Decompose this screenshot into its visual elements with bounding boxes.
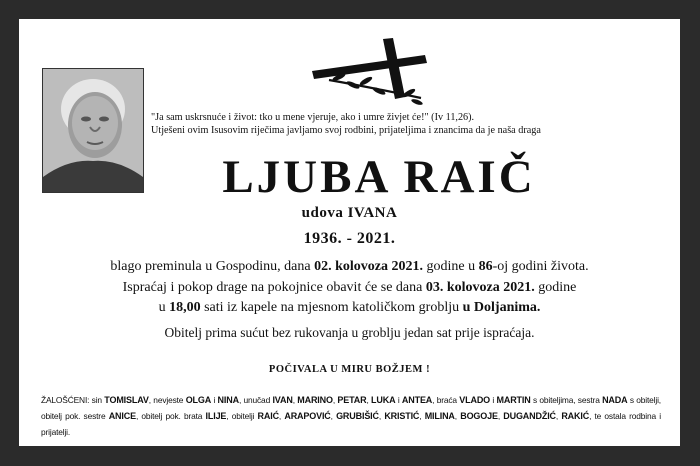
mourner-text: , unučad bbox=[238, 395, 273, 405]
mourner-name: BOGOJE bbox=[460, 411, 498, 421]
mourner-name: ILIJE bbox=[205, 411, 227, 421]
funeral-time: 18,00 bbox=[169, 300, 201, 315]
text-span: Ispraćaj i pokop drage na pokojnice obavit će se dana bbox=[122, 279, 426, 295]
mourner-text: , obitelj pok. brata bbox=[135, 411, 206, 421]
mourner-text: , bbox=[419, 411, 425, 421]
mourner-name: PETAR bbox=[337, 395, 367, 405]
funeral-date: 03. kolovoza 2021. bbox=[425, 279, 535, 295]
mourners-list bbox=[41, 392, 661, 440]
mourner-text: s obiteljima, sestra bbox=[530, 395, 603, 405]
announcement-line-3 bbox=[19, 298, 680, 319]
mourner-text: i bbox=[395, 395, 402, 405]
mourner-text: , bbox=[332, 395, 338, 405]
death-date: 02. kolovoza 2021. bbox=[314, 259, 423, 274]
announcement-text bbox=[19, 257, 680, 319]
mourner-text: , bbox=[454, 411, 461, 421]
mourner-name: OLGA bbox=[185, 395, 212, 405]
mourner-name: DUGANDŽIĆ bbox=[503, 411, 556, 421]
portrait-figure bbox=[43, 69, 143, 192]
mourner-text: , bbox=[278, 411, 285, 421]
mourner-name: ANICE bbox=[108, 411, 136, 421]
mourner-name: ARAPOVIĆ bbox=[284, 411, 331, 421]
deceased-name: LJUBA RAIČ bbox=[222, 151, 536, 203]
mourner-text: , bbox=[555, 411, 562, 421]
quote-line-1: "Ja sam uskrsnuće i život: tko u mene vjeruje, ako i umre živjet će!" (Iv 11,26). bbox=[151, 112, 475, 123]
mourner-name: TOMISLAV bbox=[104, 395, 149, 405]
mourner-name: ANTEA bbox=[401, 395, 433, 405]
text-span: blago preminula u Gospodinu, dana bbox=[110, 259, 315, 274]
text-span: sati iz kapele na mjesnom katoličkom groblju bbox=[200, 300, 463, 315]
scripture-quote bbox=[151, 111, 611, 137]
mourner-text: , bbox=[330, 411, 337, 421]
condolence-notice: Obitelj prima sućut bez rukovanja u groblju jedan sat prije ispraćaja. bbox=[164, 325, 535, 340]
mourner-name: MARINO bbox=[297, 395, 333, 405]
mourner-name: NINA bbox=[217, 395, 239, 405]
mourner-name: RAKIĆ bbox=[561, 411, 590, 421]
quote-line-2: Utješeni ovim Isusovim riječima javljamo svoj rodbini, prijateljima i znancima da je naša draga bbox=[151, 125, 541, 136]
mourner-name: GRUBIŠIĆ bbox=[336, 411, 379, 421]
mourner-name: NADA bbox=[602, 395, 628, 405]
mourner-text: ŽALOŠĆENI: sin bbox=[41, 395, 105, 405]
mourner-name: VLADO bbox=[459, 395, 491, 405]
cross-icon bbox=[309, 35, 434, 105]
mourner-text: , te ostala rodbina i prijatelji. bbox=[41, 411, 661, 437]
mourner-text: i bbox=[490, 395, 497, 405]
mourner-text: , braća bbox=[432, 395, 460, 405]
mourner-name: LUKA bbox=[371, 395, 396, 405]
obituary-card bbox=[19, 19, 680, 446]
mourner-text: , bbox=[378, 411, 385, 421]
age: 86 bbox=[478, 259, 493, 274]
mourner-text: s obitelji, obitelj pok. sestre bbox=[41, 395, 661, 421]
mourner-name: MILINA bbox=[424, 411, 455, 421]
mourner-name: RAIĆ bbox=[257, 411, 279, 421]
text-span: u bbox=[158, 300, 170, 315]
portrait-photo bbox=[42, 68, 144, 193]
text-span: godine bbox=[534, 279, 577, 295]
funeral-place: u Doljanima. bbox=[462, 300, 541, 315]
mourner-text: , bbox=[366, 395, 372, 405]
mourner-name: IVAN bbox=[272, 395, 293, 405]
mourner-text: , nevjeste bbox=[148, 395, 186, 405]
text-span: godine u bbox=[422, 259, 479, 274]
life-years: 1936. - 2021. bbox=[303, 230, 396, 247]
rest-in-peace: POČIVALA U MIRU BOŽJEM ! bbox=[268, 364, 431, 375]
widow-of: udova IVANA bbox=[301, 205, 398, 221]
mourner-name: MARTIN bbox=[496, 395, 531, 405]
text-span: -oj godini života. bbox=[492, 259, 589, 274]
announcement-line-1 bbox=[19, 257, 680, 278]
announcement-line-2 bbox=[19, 278, 680, 299]
mourner-name: KRISTIĆ bbox=[384, 411, 420, 421]
mourner-text: i bbox=[211, 395, 218, 405]
mourner-text: , bbox=[292, 395, 298, 405]
mourner-text: , bbox=[497, 411, 504, 421]
mourner-text: , obitelji bbox=[226, 411, 258, 421]
